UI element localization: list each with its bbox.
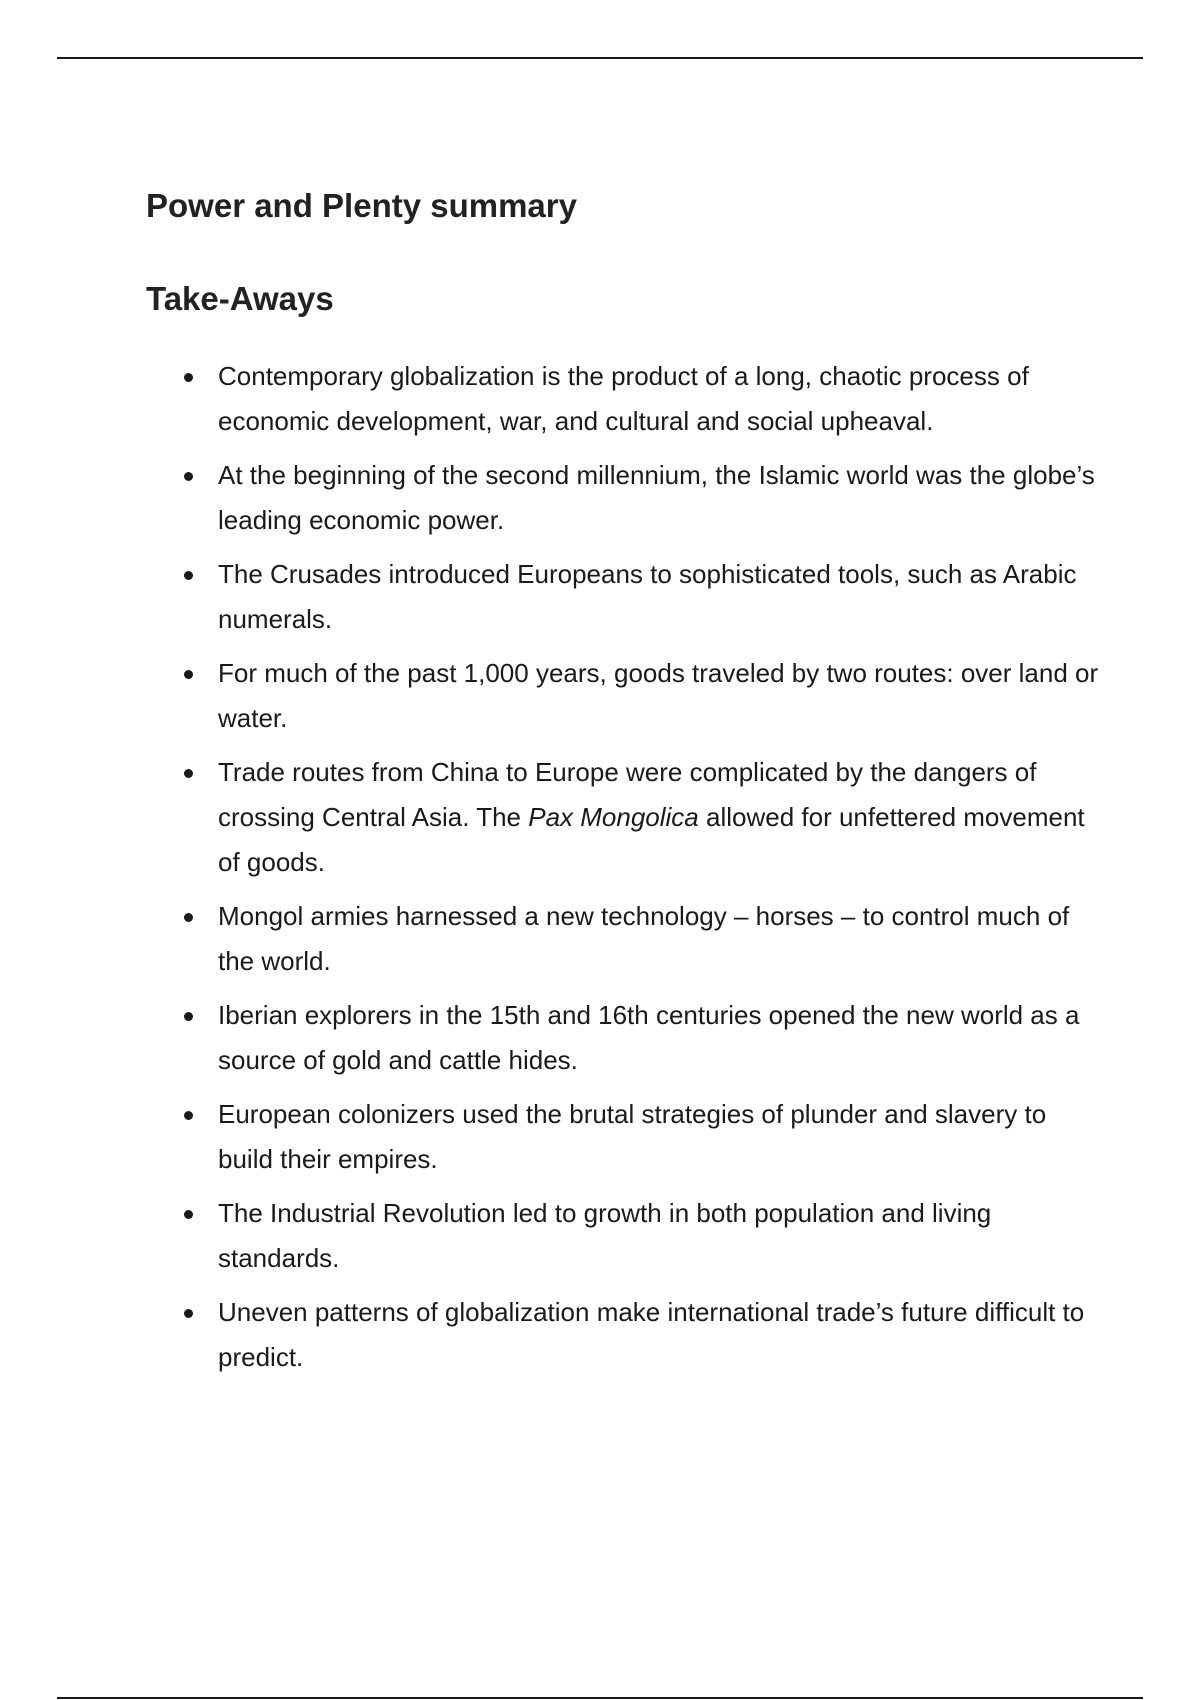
takeaway-text-part: Trade routes from China to Europe were complicated by the dangers of crossing Central Asia. The [218,757,1037,832]
list-item [146,1191,1106,1281]
list-item [146,1290,1106,1380]
bullet-icon [184,472,193,481]
list-item [146,453,1106,543]
takeaway-text: Mongol armies harnessed a new technology – horses – to control much of the world. [218,901,1070,976]
list-item [146,354,1106,444]
bullet-icon [184,670,193,679]
takeaway-text: The Industrial Revolution led to growth in both population and living standards. [218,1198,992,1273]
list-item [146,552,1106,642]
takeaway-text: Iberian explorers in the 15th and 16th centuries opened the new world as a source of gold and cattle hides. [218,1000,1080,1075]
bullet-icon [184,571,193,580]
takeaway-text: Contemporary globalization is the product of a long, chaotic process of economic development, war, and cultural and social upheaval. [218,361,1029,436]
bullet-icon [184,1309,193,1318]
bullet-icon [184,373,193,382]
bottom-rule [57,1697,1143,1699]
takeaway-text: At the beginning of the second millennium, the Islamic world was the globe’s leading economic power. [218,460,1095,535]
list-item [146,750,1106,885]
takeaway-text: European colonizers used the brutal strategies of plunder and slavery to build their empires. [218,1099,1047,1174]
pax-mongolica-italic: Pax Mongolica [528,802,699,832]
bullet-icon [184,1210,193,1219]
bullet-icon [184,769,193,778]
section-heading-take-aways: Take-Aways [146,280,334,317]
page-title: Power and Plenty summary [146,187,577,224]
list-item [146,651,1106,741]
list-item [146,894,1106,984]
bullet-icon [184,1012,193,1021]
bullet-icon [184,913,193,922]
takeaway-text-part: allowed for unfettered movement of goods. [218,802,1085,877]
takeaway-text: Uneven patterns of globalization make international trade’s future difficult to predict. [218,1297,1085,1372]
takeaway-text: The Crusades introduced Europeans to sophisticated tools, such as Arabic numerals. [218,559,1077,634]
takeaways-list [146,354,1106,1389]
takeaway-text [218,757,1085,877]
top-rule [57,57,1143,59]
takeaway-text: For much of the past 1,000 years, goods traveled by two routes: over land or water. [218,658,1099,733]
list-item [146,993,1106,1083]
bullet-icon [184,1111,193,1120]
list-item [146,1092,1106,1182]
